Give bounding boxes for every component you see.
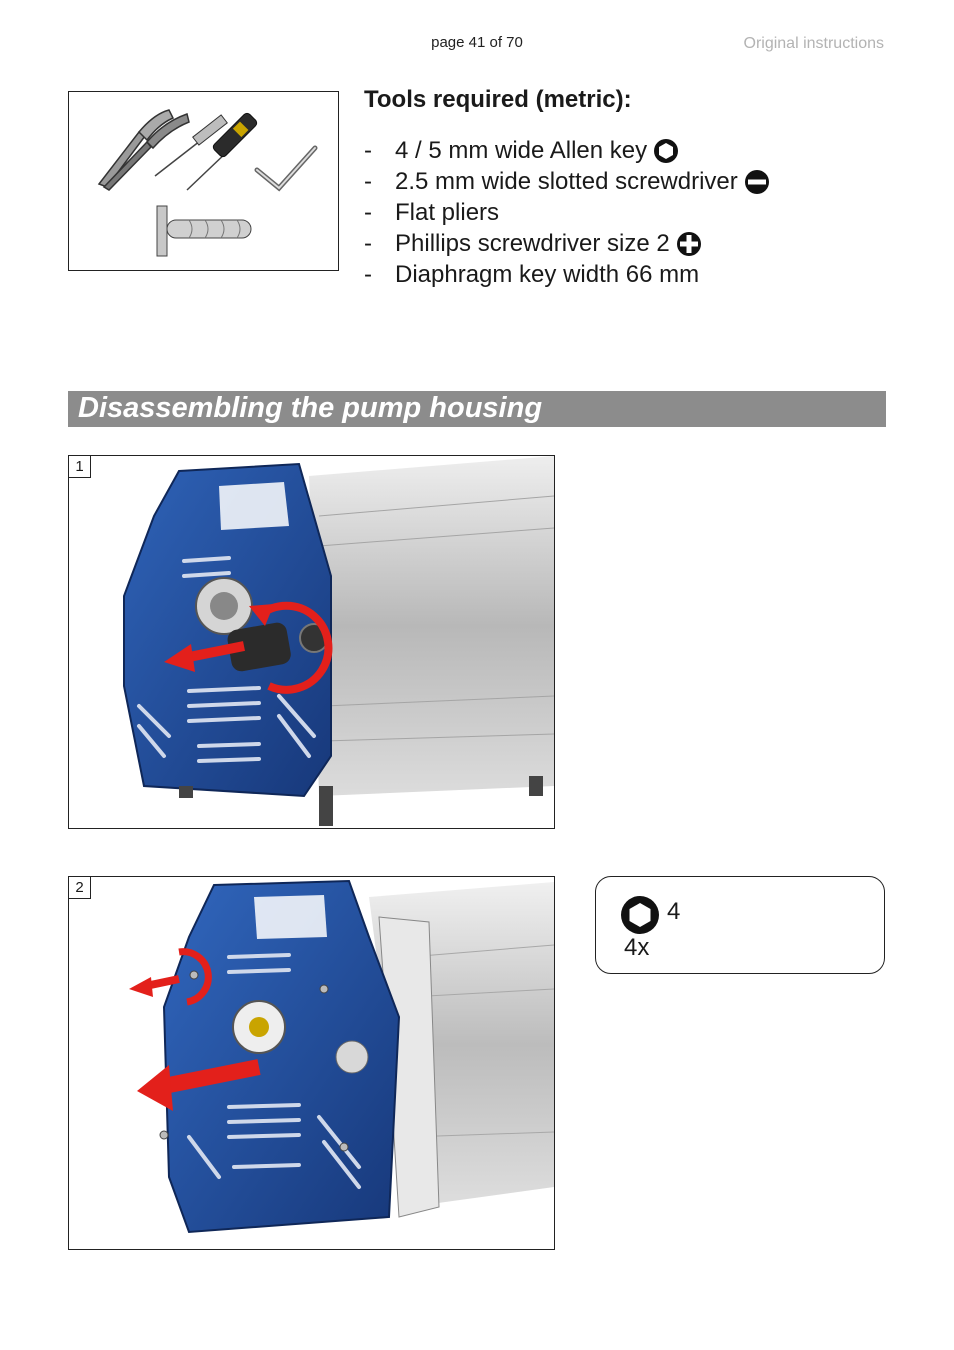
allen-key-size: 4 [667, 898, 681, 925]
tool-item-label: 4 / 5 mm wide Allen key [395, 137, 648, 164]
allen-key-icon [653, 138, 679, 164]
tool-item [364, 166, 770, 197]
page-number: page 41 of 70 [431, 34, 523, 51]
tool-item-label: Diaphragm key width 66 mm [395, 261, 700, 288]
screw-count: 4x [624, 934, 650, 961]
list-dash: - [364, 168, 372, 195]
section-title: Disassembling the pump housing [78, 392, 543, 424]
tools-illustration [68, 91, 339, 271]
tool-item [364, 197, 770, 228]
tools-list [364, 135, 770, 290]
tool-item-label: Phillips screwdriver size 2 [395, 230, 670, 257]
figure-1 [68, 455, 555, 829]
list-dash: - [364, 137, 372, 164]
tool-item-label: Flat pliers [395, 199, 500, 226]
figure-number: 2 [69, 877, 91, 899]
slotted-screwdriver-icon [744, 169, 770, 195]
document-type-label: Original instructions [743, 35, 884, 52]
tool-item [364, 259, 770, 290]
tool-item-label: 2.5 mm wide slotted screwdriver [395, 168, 738, 195]
pump-cover-removal-photo [69, 877, 554, 1249]
figure-2 [68, 876, 555, 1250]
tool-item [364, 228, 770, 259]
list-dash: - [364, 230, 372, 257]
tool-item [364, 135, 770, 166]
pump-housing-photo [69, 456, 554, 828]
list-dash: - [364, 199, 372, 226]
phillips-screwdriver-icon [676, 231, 702, 257]
figure-number: 1 [69, 456, 91, 478]
tools-drawing [69, 92, 337, 269]
tools-required-title: Tools required (metric): [364, 86, 632, 113]
list-dash: - [364, 261, 372, 288]
allen-key-icon [620, 895, 660, 935]
